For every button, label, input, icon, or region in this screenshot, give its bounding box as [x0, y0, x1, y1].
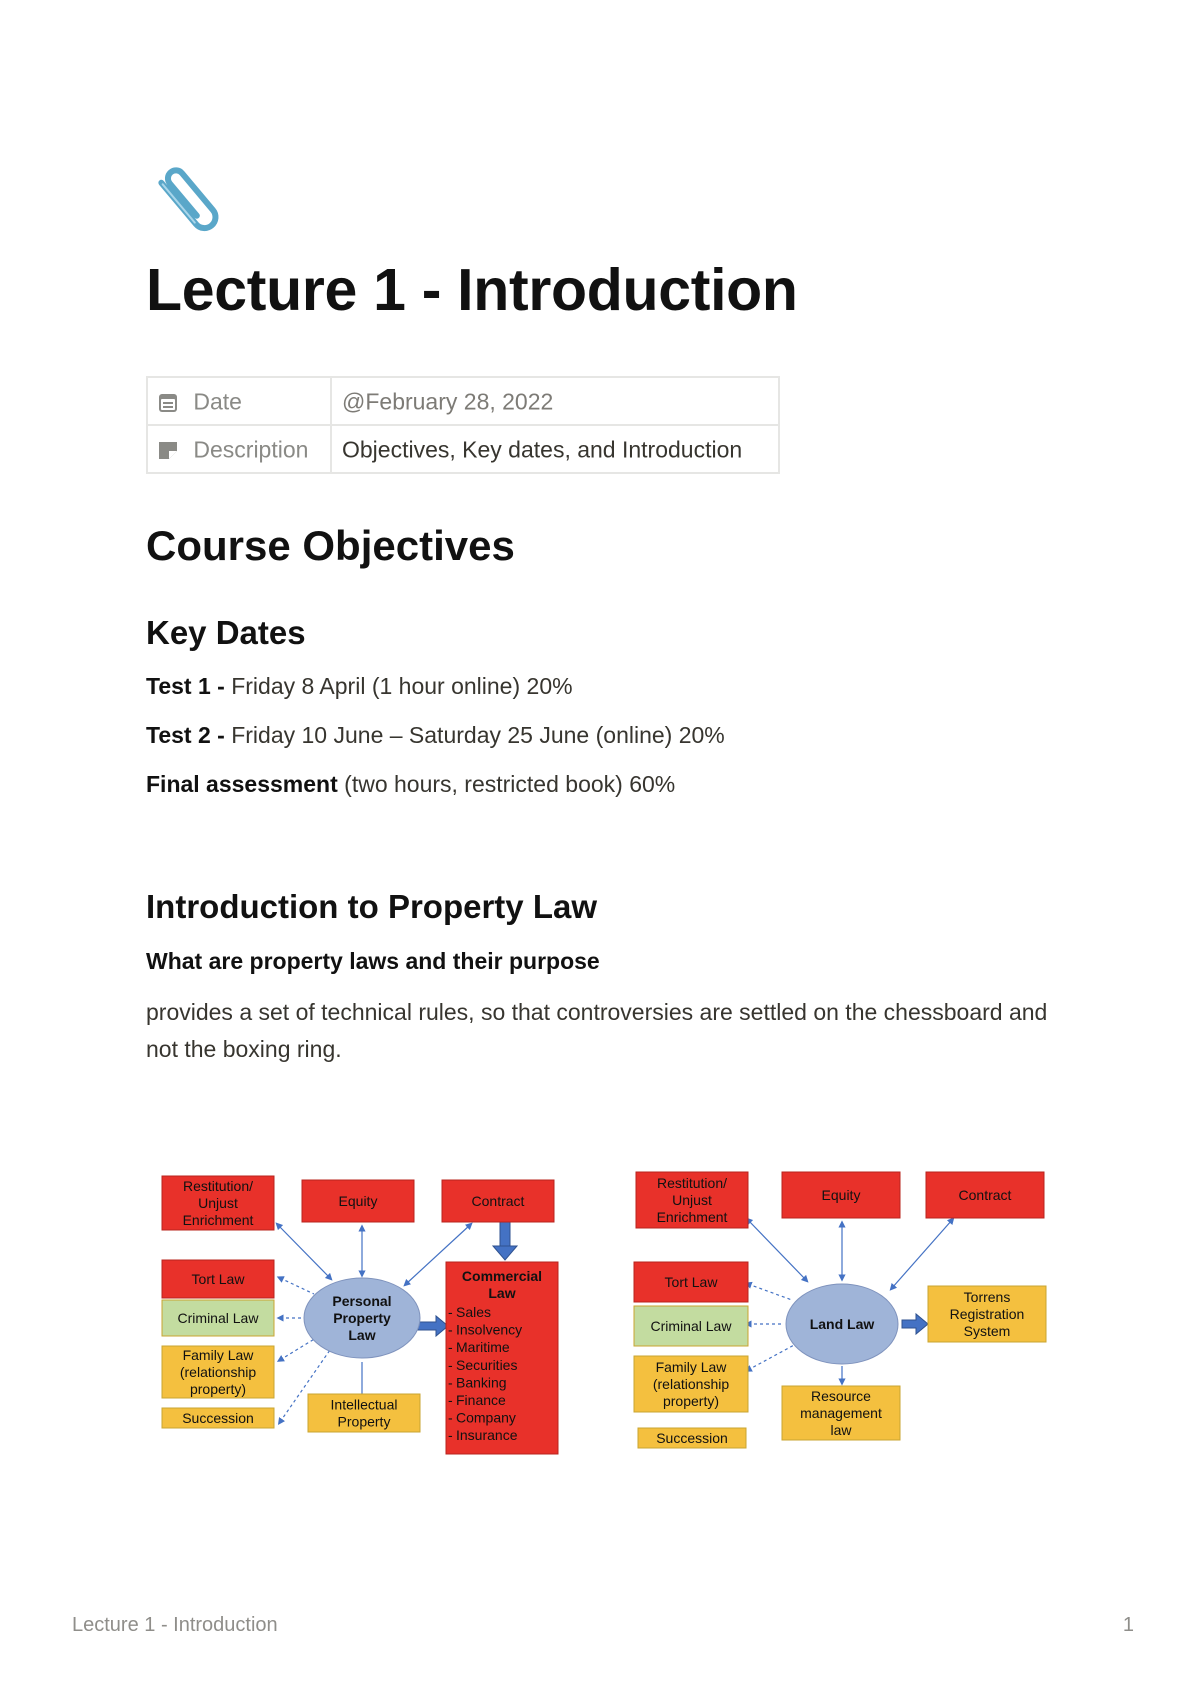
node-family-law-label: (relationship — [179, 1364, 257, 1380]
page-title: Lecture 1 - Introduction — [146, 257, 798, 323]
footer-title: Lecture 1 - Introduction — [72, 1614, 278, 1636]
node-succession — [638, 1428, 746, 1448]
property-name-description: Description — [147, 425, 331, 473]
calendar-icon — [158, 391, 178, 413]
commercial-law-bullet: - — [448, 1356, 453, 1373]
node-restitution-label: Unjust — [198, 1195, 238, 1211]
commercial-law-item: Finance — [456, 1392, 506, 1408]
commercial-law-title: Commercial — [461, 1268, 543, 1284]
node-contract — [926, 1172, 1044, 1218]
node-equity — [782, 1172, 900, 1218]
node-personal-property-law-label: Law — [348, 1327, 376, 1343]
property-name-date: Date — [147, 377, 331, 425]
footer-page-number: 1 — [1122, 1614, 1134, 1636]
node-succession-label: Succession — [182, 1410, 254, 1426]
node-resource-management-label: law — [830, 1422, 852, 1438]
commercial-law-bullet: - — [448, 1392, 453, 1408]
subheading-purpose: What are property laws and their purpose — [146, 948, 600, 974]
node-restitution-label: Restitution/ — [656, 1175, 728, 1191]
node-family-law-label: property) — [189, 1381, 247, 1397]
node-resource-management — [782, 1386, 900, 1440]
node-tort-law — [634, 1262, 748, 1302]
heading-intro-property-law: Introduction to Property Law — [146, 888, 597, 925]
commercial-law-bullet: - — [448, 1427, 453, 1444]
property-value-description[interactable]: Objectives, Key dates, and Introduction — [331, 425, 779, 473]
commercial-law-item: Company — [456, 1409, 516, 1426]
property-row-date — [147, 377, 779, 425]
node-resource-management-label: Resource — [811, 1388, 871, 1404]
node-restitution — [636, 1172, 748, 1228]
node-land-law-label: Land Law — [809, 1316, 875, 1332]
node-torrens-label: Torrens — [963, 1289, 1011, 1305]
node-family-law-label: property) — [662, 1393, 720, 1409]
commercial-law-bullet: - — [448, 1339, 453, 1356]
key-date-test-2: Test 2 - Friday 10 June – Saturday 25 June (online) 20% — [146, 722, 725, 748]
node-family-law-label: (relationship — [652, 1376, 730, 1392]
node-restitution — [162, 1176, 274, 1230]
commercial-law-item: Insurance — [456, 1427, 518, 1444]
commercial-law-bullet: - — [448, 1304, 453, 1320]
node-family-law-label: Family Law — [655, 1359, 727, 1375]
node-restitution-label: Enrichment — [182, 1212, 254, 1228]
node-contract-label: Contract — [958, 1187, 1012, 1203]
heading-course-objectives: Course Objectives — [146, 522, 515, 569]
node-torrens — [928, 1286, 1046, 1342]
node-personal-property-law-label: Property — [333, 1310, 391, 1326]
commercial-law-bullet: - — [448, 1374, 453, 1391]
node-family-law — [634, 1356, 748, 1412]
land-law-diagram — [630, 1160, 1050, 1460]
node-contract — [442, 1180, 554, 1222]
node-contract-label: Contract — [471, 1193, 525, 1209]
node-equity — [302, 1180, 414, 1222]
commercial-law-item: Maritime — [456, 1339, 510, 1356]
node-criminal-law-label: Criminal Law — [650, 1318, 732, 1334]
paperclip-icon — [146, 156, 236, 246]
heading-key-dates: Key Dates — [146, 614, 306, 651]
node-intellectual-property — [308, 1394, 420, 1432]
property-row-description — [147, 425, 779, 473]
key-date-final-assessment: Final assessment (two hours, restricted book) 60% — [146, 771, 676, 797]
commercial-law-item: Sales — [456, 1304, 492, 1320]
property-value-date[interactable]: @February 28, 2022 — [331, 377, 779, 425]
node-family-law — [162, 1346, 274, 1398]
commercial-law-item: Securities — [456, 1356, 518, 1373]
commercial-law-item: Insolvency — [456, 1321, 523, 1338]
node-torrens-label: System — [963, 1323, 1011, 1339]
commercial-law-item: Banking — [456, 1374, 507, 1391]
node-tort-law-label: Tort Law — [664, 1274, 718, 1290]
node-tort-law-label: Tort Law — [191, 1271, 245, 1287]
commercial-law-bullet: - — [448, 1409, 453, 1426]
commercial-law-title: Law — [488, 1285, 516, 1301]
node-equity-label: Equity — [821, 1187, 861, 1203]
node-resource-management-label: management — [800, 1405, 882, 1421]
node-personal-property-law-label: Personal — [332, 1293, 392, 1309]
node-torrens-label: Registration — [949, 1306, 1025, 1322]
personal-property-law-diagram — [150, 1160, 570, 1460]
node-criminal-law — [162, 1300, 274, 1336]
node-intellectual-property-label: Intellectual — [330, 1396, 398, 1413]
node-succession — [162, 1408, 274, 1428]
node-personal-property-law — [304, 1278, 420, 1358]
description-icon — [158, 440, 178, 460]
key-date-test-1: Test 1 - Friday 8 April (1 hour online) 20% — [146, 673, 573, 699]
node-intellectual-property-label: Property — [337, 1413, 391, 1430]
node-family-law-label: Family Law — [182, 1347, 254, 1363]
properties-table — [146, 376, 780, 474]
purpose-paragraph: provides a set of technical rules, so that controversies are settled on the chessboard and not the boxing ring. — [146, 999, 1048, 1062]
node-criminal-law-label: Criminal Law — [177, 1310, 259, 1326]
node-commercial-law — [446, 1262, 558, 1454]
node-tort-law — [162, 1260, 274, 1298]
node-land-law — [786, 1284, 898, 1364]
node-succession-label: Succession — [656, 1430, 728, 1446]
node-restitution-label: Restitution/ — [182, 1178, 254, 1194]
commercial-law-bullet: - — [448, 1321, 453, 1338]
node-restitution-label: Unjust — [672, 1192, 712, 1208]
node-equity-label: Equity — [338, 1193, 378, 1209]
node-restitution-label: Enrichment — [656, 1209, 728, 1225]
node-criminal-law — [634, 1306, 748, 1346]
